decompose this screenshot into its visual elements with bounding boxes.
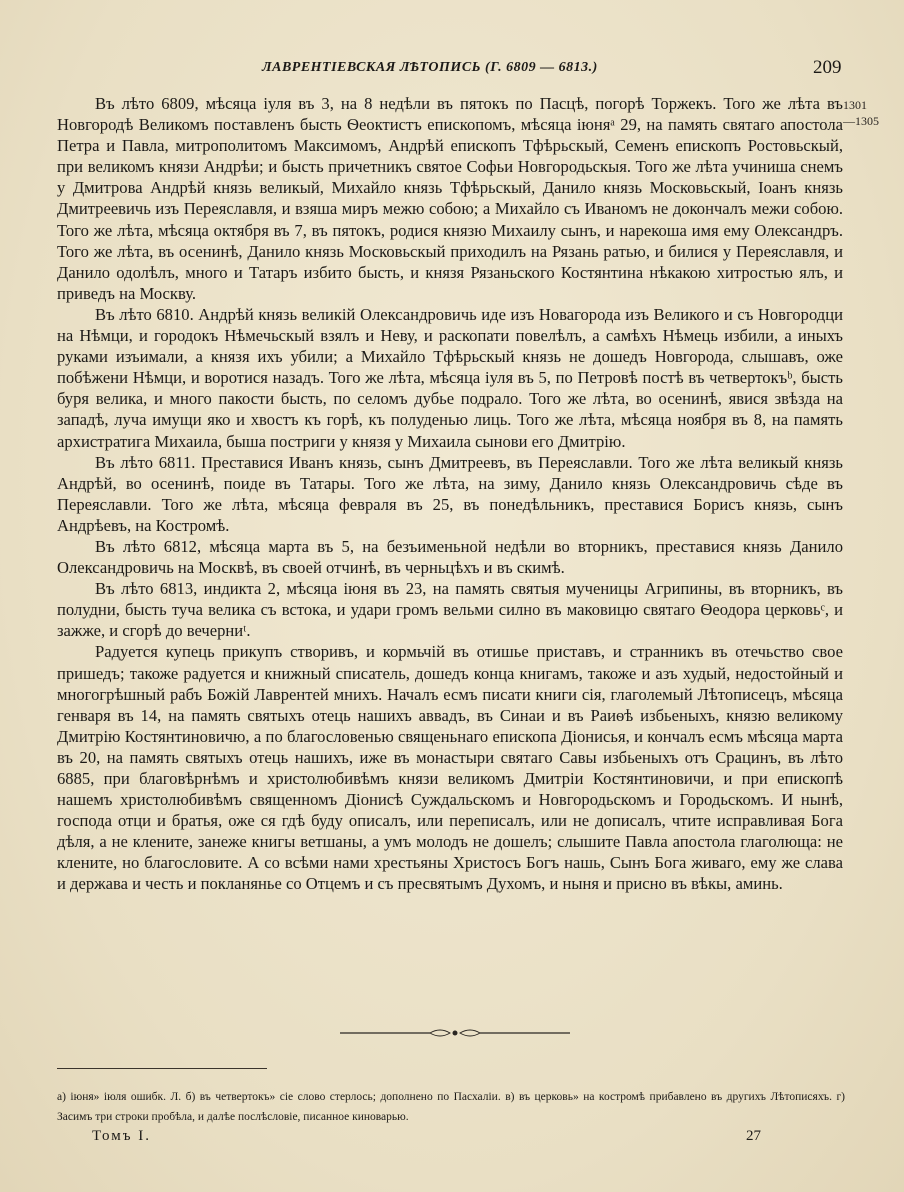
volume-label: Томъ І. <box>92 1128 151 1144</box>
footnote-rule <box>57 1068 267 1069</box>
paragraph-colophon: Радуется купець прикупъ створивъ, и кормьчій въ отишье приставъ, и странникъ въ отечьство свое пришедъ; такоже радуется и книжный списатель, дошедъ конца книгамъ, такоже и азъ худый, недостойный и многогрѣшный рабъ Божій Лаврентей мнихъ. Началъ есмъ писати книги сія, глаголемый Лѣтописецъ, мѣсяца генваря въ 14, на память святыхъ отець нашихъ аввадъ, въ Синаи и въ Раиѳѣ избьеныхъ, князю великому Дмитрію Костянтиновичю, а по благословенью священьнаго епископа Діонисья, и кончалъ есмъ мѣсяца марта въ 20, на память святыхъ отець нашихъ, иже въ монастыри святаго Савы избьеныхъ отъ Срацинъ, въ лѣто 6885, при благовѣрнѣмъ и христолюбивѣмъ князи великомъ Дмитріи Костянтиновичи, и при епископѣ нашемъ христолюбивѣмъ священномъ Діонисѣ Суждальскомъ и Новгородьскомъ и Городьскомъ. И нынѣ, господа отци и братья, оже ся гдѣ буду описалъ, или переписалъ, или не дописалъ, чтите исправливая Бога дѣля, а не клените, занеже книгы ветшаны, а умъ молодъ не дошелъ; слышите Павла апостола глаголюща: не клените, но благословите. А со всѣми нами хрестьяны Христосъ Богъ нашь, Сынъ Бога живаго, ему же слава и держава и честь и покланянье со Отцемъ и съ пресвятымъ Духомъ, и ныня и присно въ вѣкы, аминь. <box>57 642 843 894</box>
margin-year-start: 1301 <box>843 98 867 112</box>
paragraph-6812: Въ лѣто 6812, мѣсяца марта въ 5, на безъименьной недѣли во вторникъ, преставися князь Данило Олександровичь на Москвѣ, въ своей отчинѣ, въ черньцѣхъ и въ скимѣ. <box>57 536 843 578</box>
page-number: 209 <box>813 57 842 78</box>
footnotes: а) іюня» іюля ошибк. Л. б) въ четвертокъ» сіе слово стерлось; дополнено по Пасхаліи. в) въ церковь» на костромѣ прибавлено въ другихъ Лѣтописяхъ. г) Засимъ три строки пробѣла, и далѣе послѣсловіе, писанное киноварью. <box>57 1091 845 1123</box>
ornamental-divider <box>340 1026 570 1040</box>
paragraph-6810: Въ лѣто 6810. Андрѣй князь великій Олександровичь иде изъ Новагорода изъ Великого и съ Новгородци на Нѣмци, и городокъ Нѣмечьскый взялъ и Неву, и раскопати повелѣлъ, а самѣхъ Нѣмець избили, а иныхъ руками изъимали, а князя ихъ убили; а Михайло Тфѣрьскый князь не дошедъ Новгорода, слышавъ, оже побѣжени Нѣмци, и воротися назадъ. Того же лѣта, мѣсяца іуля въ 5, по Петровѣ постѣ въ четвертокъᵇ, бысть буря велика, и много пакости бысть, по селомъ дубье подрало. Того же лѣта, во осенинѣ, явися звѣзда на западѣ, луча имущи яко и хвостъ къ горѣ, къ полуденью лиць. Того же лѣта, мѣсяца ноября въ 8, на память архистратига Михаила, быша постриги у князя у Михаила сынови его Дмитрію. <box>57 304 843 451</box>
running-header <box>0 57 904 84</box>
signature-mark: 27 <box>746 1128 761 1144</box>
chronicle-text <box>57 93 843 895</box>
margin-year-end: —1305 <box>843 114 879 128</box>
paragraph-6809: Въ лѣто 6809, мѣсяца іуля въ 3, на 8 недѣли въ пятокъ по Пасцѣ, погорѣ Торжекъ. Того же лѣта въ Новгородѣ Великомъ поставленъ бысть Ѳеоктистъ епископомъ, мѣсяца іюняᵃ 29, на память святаго апостола Петра и Павла, митрополитомъ Максимомъ, Андрѣй епископъ Тфѣрьскый, Семенъ епископъ Ростовьскый, при великомъ князи Андрѣи; и бысть причетникъ святое Софьи Новгородьскыя. Того же лѣта учиниша снемъ у Дмитрова Андрѣй князь великый, Михайло князь Тфѣрьскый, Данило князь Московьскый, Іоанъ князь Дмитреевичь изъ Переяславля, и взяша миръ межю собою; а Михайло съ Иваномъ не докончалъ межи собою. Того же лѣта, мѣсяца октября въ 7, въ пятокъ, родися князю Михаилу сынъ, и нарекоша имя ему Олександръ. Того же лѣта, въ осенинѣ, Данило князь Московьскый приходилъ на Рязань ратью, и билися у Переяславля, и Данило одолѣлъ, много и Татаръ избито бысть, и князя Рязаньского Костянтина нѣкакою хитростью ялъ, и приведъ на Москву. <box>57 94 843 303</box>
paragraph-6811: Въ лѣто 6811. Преставися Иванъ князь, сынъ Дмитреевъ, въ Переяславли. Того же лѣта великый князь Андрѣй, во осенинѣ, поиде въ Татары. Того же лѣта, на зиму, Данило князь Олександровичь сѣде въ Переяславли. Того же лѣта, мѣсяца февраля въ 25, въ понедѣльникъ, преставися Борисъ князь, сынъ Андрѣевъ, на Костромѣ. <box>57 452 843 535</box>
header-title: ЛАВРЕНТІЕВСКАЯ ЛѢТОПИСЬ (Г. 6809 — 6813.) <box>262 60 598 75</box>
paragraph-6813: Въ лѣто 6813, индикта 2, мѣсяца іюня въ 23, на память святыя мученицы Агрипины, въ вторникъ, въ полудни, бысть туча велика съ встока, и удари громъ вельми силно въ маковицю святаго Ѳеодора церковьᶜ, и зажже, и сгорѣ до вечерниᵗ. <box>57 579 843 641</box>
